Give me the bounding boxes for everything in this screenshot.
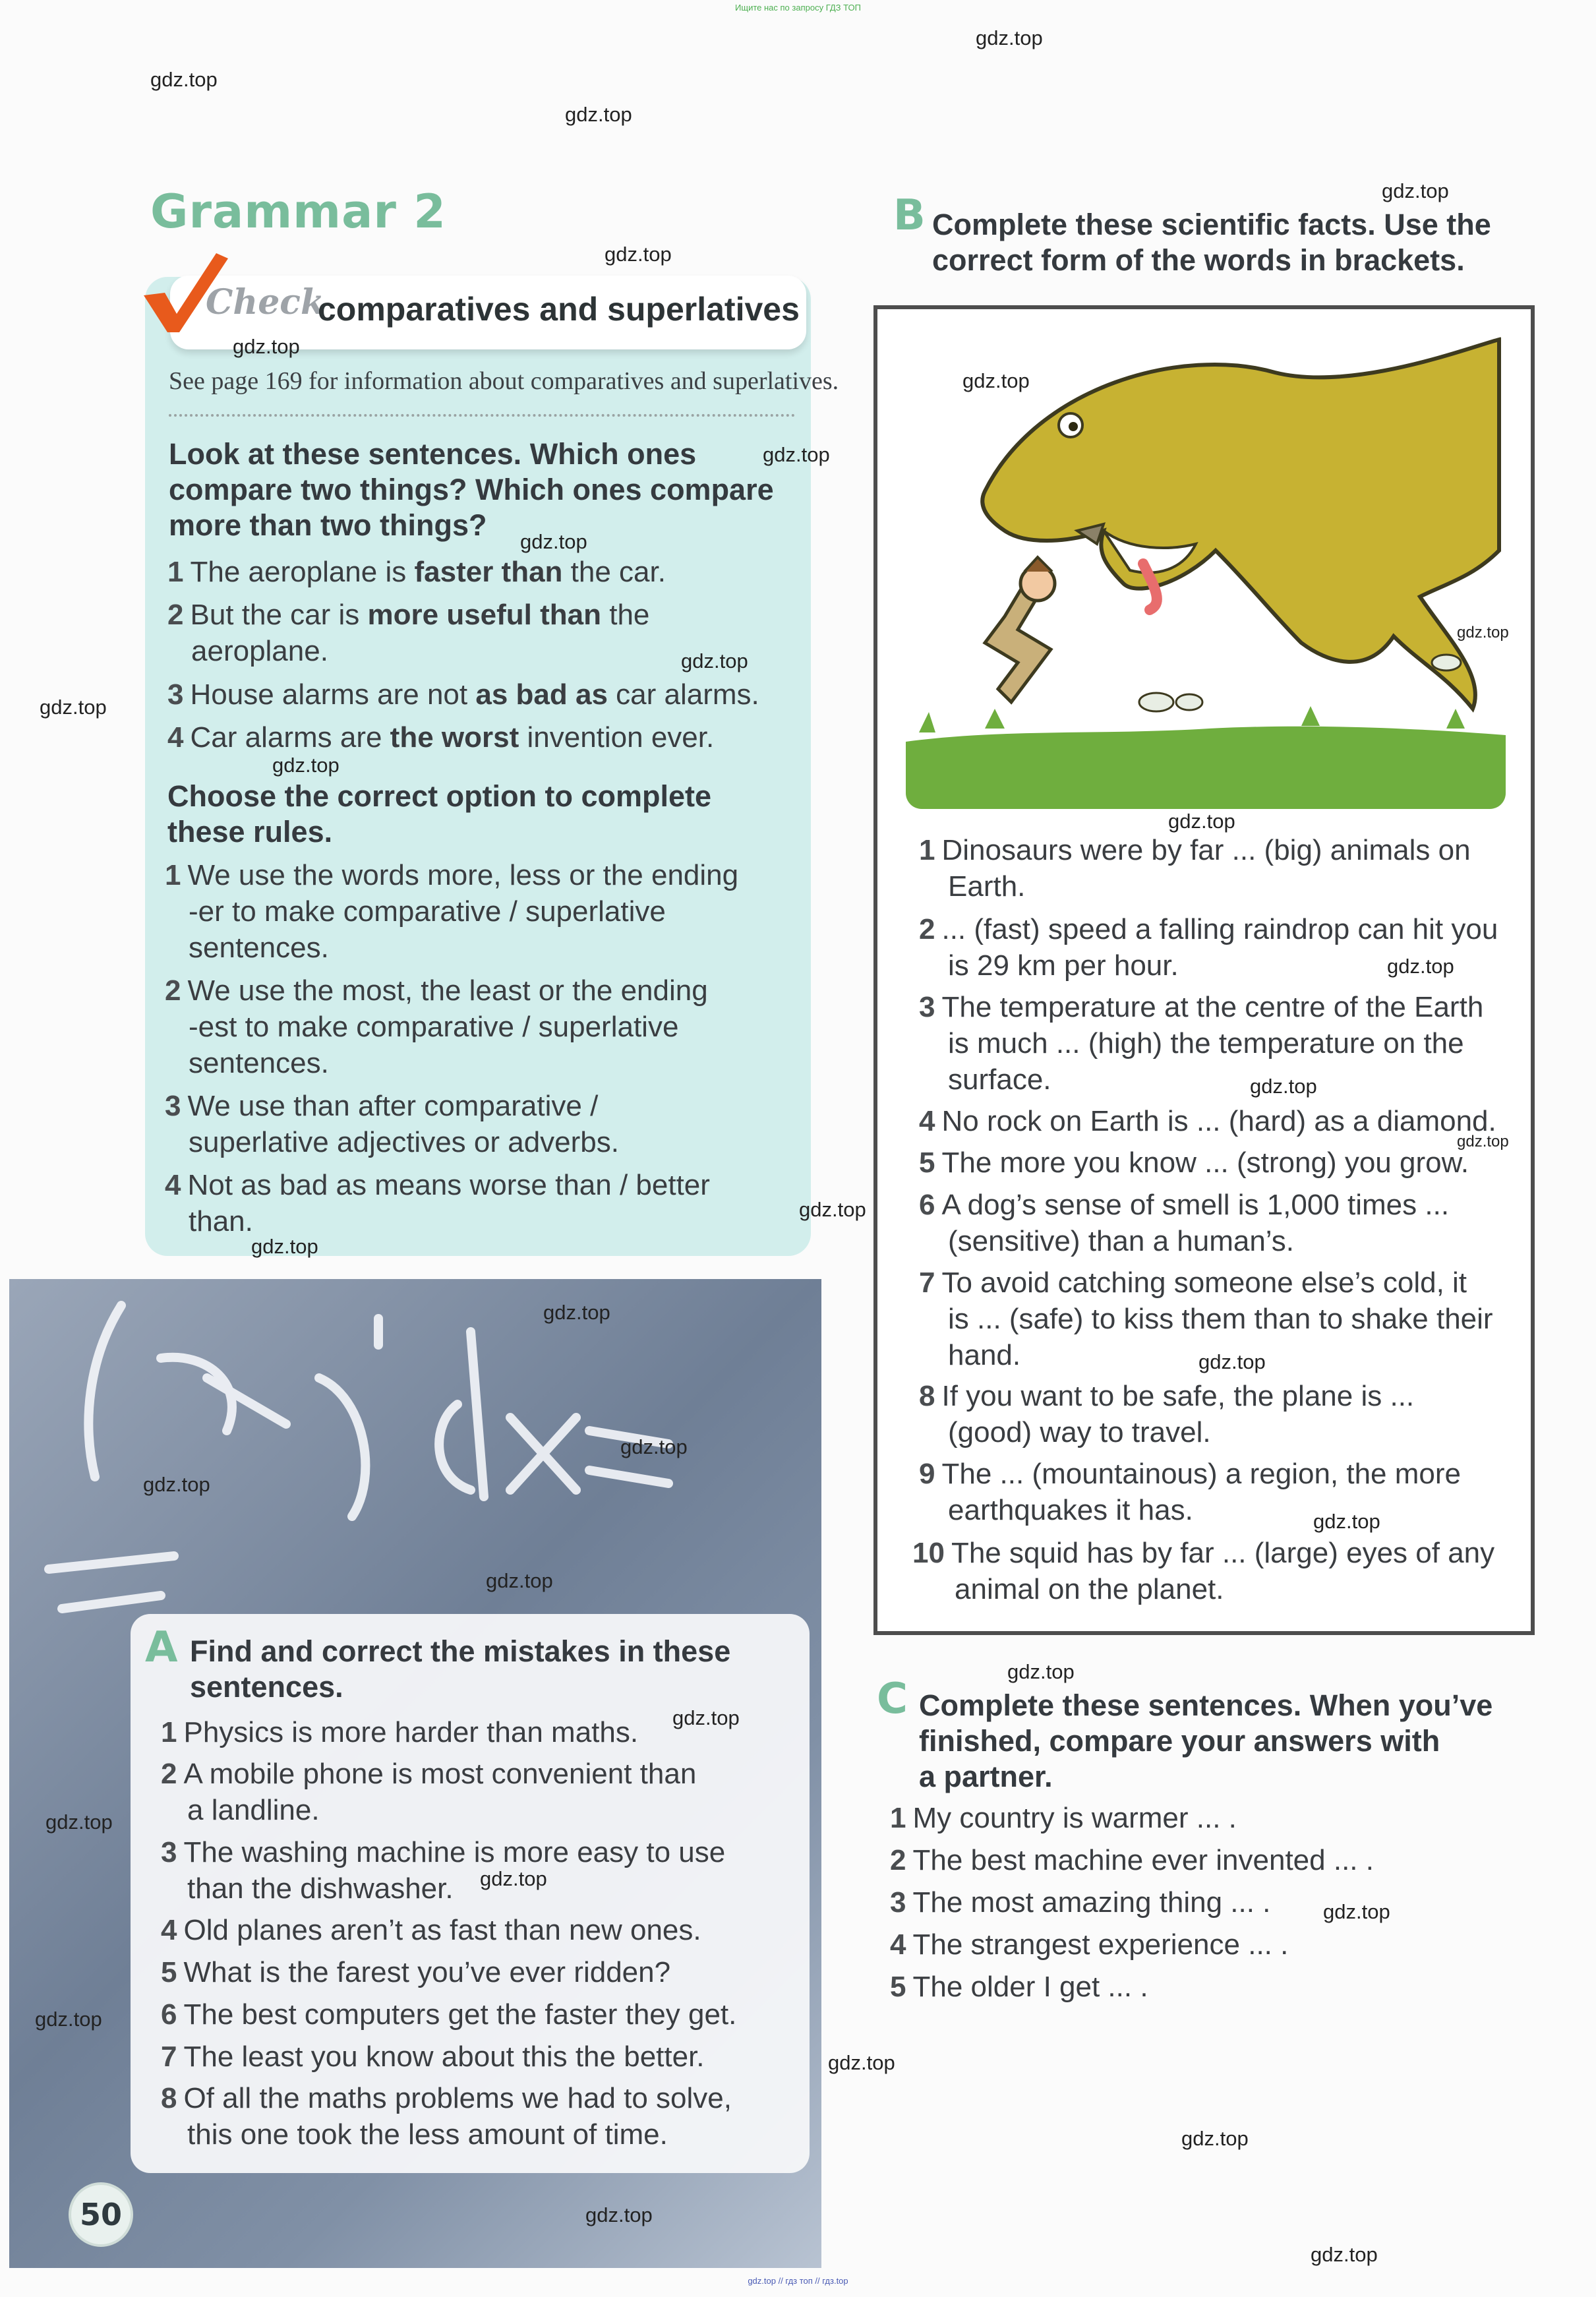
watermark: gdz.top	[233, 335, 300, 358]
item-text: ... (fast) speed a falling raindrop can hit you	[941, 913, 1498, 945]
watermark: gdz.top	[1387, 955, 1454, 978]
item-number: 1	[167, 556, 184, 588]
c-title-line: a partner.	[919, 1760, 1053, 1793]
sentence-text: car alarms.	[607, 678, 759, 711]
sentence-bold: the worst	[390, 721, 519, 754]
item-number: 1	[161, 1716, 177, 1748]
watermark: gdz.top	[272, 754, 340, 777]
exercise-b-item	[919, 1145, 1469, 1181]
sentence-text: House alarms are not	[190, 678, 476, 711]
item-text: Dinosaurs were by far ... (big) animals on	[941, 834, 1471, 866]
item-text: earthquakes it has.	[948, 1494, 1193, 1526]
watermark: gdz.top	[1313, 1510, 1380, 1533]
item-number: 7	[919, 1267, 935, 1299]
item-text: is ... (safe) to kiss them than to shake their	[948, 1303, 1493, 1335]
exercise-a-item	[161, 1834, 725, 1907]
watermark: gdz.top	[763, 443, 830, 466]
item-text: A dog’s sense of smell is 1,000 times ...	[941, 1189, 1450, 1221]
exercise-a-item	[161, 1912, 701, 1948]
exercise-b-item	[919, 989, 1483, 1098]
item-text: The best computers get the faster they get.	[183, 1998, 737, 2031]
exercise-b-item	[919, 1103, 1496, 1139]
q2-line: Choose the correct option to complete	[167, 779, 712, 813]
check-question-2	[167, 779, 711, 850]
rule-text: We use than after comparative /	[187, 1090, 599, 1122]
item-text: a landline.	[187, 1794, 320, 1826]
top-note: Ищите нас по запросу ГДЗ ТОП	[735, 3, 861, 13]
watermark: gdz.top	[1382, 179, 1449, 202]
rule-text: than.	[189, 1205, 253, 1238]
exercise-b-item	[919, 832, 1471, 905]
q2-line: these rules.	[167, 815, 333, 849]
item-number: 9	[919, 1458, 935, 1490]
exercise-a-item	[161, 1996, 736, 2033]
rule-item	[165, 972, 708, 1081]
check-sentence	[167, 597, 649, 669]
item-text: is much ... (high) the temperature on the	[948, 1027, 1464, 1059]
item-number: 10	[912, 1537, 945, 1569]
rule-text: sentences.	[189, 1047, 329, 1079]
sentence-text: the	[601, 599, 650, 631]
sentence-text: invention ever.	[519, 721, 715, 754]
rule-item	[165, 1088, 619, 1160]
watermark: gdz.top	[799, 1198, 866, 1221]
bottom-note: gdz.top // гдз топ // гдз.top	[748, 2276, 848, 2286]
item-number: 1	[919, 834, 935, 866]
watermark: gdz.top	[1168, 810, 1235, 833]
item-text: The temperature at the centre of the Earth	[941, 991, 1484, 1023]
item-number: 5	[890, 1971, 906, 2003]
item-number: 8	[161, 2082, 177, 2114]
page-number: 50	[69, 2182, 133, 2247]
b-title-line: correct form of the words in brackets.	[932, 243, 1465, 277]
watermark: gdz.top	[251, 1235, 318, 1258]
page-heading: Grammar 2	[150, 185, 446, 239]
watermark: gdz.top	[480, 1867, 547, 1890]
exercise-c-letter: C	[877, 1675, 908, 1723]
item-text: Physics is more harder than maths.	[183, 1716, 639, 1748]
watermark: gdz.top	[40, 696, 107, 719]
watermark: gdz.top	[1198, 1350, 1266, 1373]
exercise-c-item	[890, 1884, 1270, 1921]
rule-item	[165, 1167, 710, 1239]
item-text: What is the farest you’ve ever ridden?	[183, 1956, 671, 1988]
item-number: 3	[919, 991, 935, 1023]
item-text: My country is warmer ... .	[912, 1802, 1237, 1834]
watermark: gdz.top	[585, 2203, 653, 2226]
sentence-text: But the car is	[190, 599, 368, 631]
q1-line: compare two things? Which ones compare	[169, 473, 774, 506]
rule-text: -er to make comparative / superlative	[189, 895, 666, 928]
sentence-text: The aeroplane is	[190, 556, 415, 588]
exercise-a-item	[161, 2080, 732, 2153]
sentence-bold: as bad as	[475, 678, 608, 711]
q1-line: Look at these sentences. Which ones	[169, 437, 697, 471]
exercise-a-item	[161, 2039, 705, 2075]
item-number: 3	[890, 1886, 906, 1919]
exercise-b-item	[919, 1378, 1414, 1450]
dinosaur-cartoon	[906, 333, 1506, 809]
item-number: 4	[161, 1914, 177, 1946]
item-text: than the dishwasher.	[187, 1872, 454, 1905]
check-title: comparatives and superlatives	[318, 291, 800, 328]
item-text: Of all the maths problems we had to solve,	[183, 2082, 732, 2114]
watermark: gdz.top	[681, 649, 748, 672]
sentence-text: Car alarms are	[190, 721, 390, 754]
watermark: gdz.top	[828, 2051, 895, 2074]
item-text: The older I get ... .	[912, 1971, 1148, 2003]
watermark: gdz.top	[150, 68, 218, 91]
item-number: 4	[167, 721, 184, 754]
rule-text: sentences.	[189, 932, 329, 964]
exercise-b-item	[919, 1187, 1449, 1259]
watermark: gdz.top	[143, 1473, 210, 1496]
see-page-note: See page 169 for information about comparatives and superlatives.	[169, 367, 839, 395]
watermark: gdz.top	[672, 1706, 740, 1729]
a-title-line: sentences.	[190, 1670, 343, 1704]
item-number: 2	[890, 1844, 906, 1876]
watermark: gdz.top	[486, 1569, 553, 1592]
rule-item	[165, 857, 738, 966]
q1-line: more than two things?	[169, 508, 487, 542]
c-title-line: Complete these sentences. When you’ve	[919, 1688, 1493, 1722]
rule-text: superlative adjectives or adverbs.	[189, 1126, 619, 1158]
item-text: The ... (mountainous) a region, the more	[941, 1458, 1461, 1490]
exercise-a-letter: A	[145, 1623, 178, 1672]
exercise-b-item	[912, 1535, 1494, 1607]
watermark: gdz.top	[565, 103, 632, 126]
item-text: The more you know ... (strong) you grow.	[941, 1147, 1469, 1179]
item-text: The washing machine is more easy to use	[183, 1836, 726, 1868]
item-text: The strangest experience ... .	[912, 1928, 1289, 1961]
exercise-c-title	[919, 1688, 1493, 1795]
check-sentence	[167, 554, 666, 590]
watermark: gdz.top	[1181, 2127, 1249, 2150]
exercise-c-item	[890, 1842, 1374, 1878]
watermark: gdz.top	[1457, 1133, 1509, 1150]
item-text: No rock on Earth is ... (hard) as a diamond.	[941, 1105, 1496, 1137]
watermark: gdz.top	[1323, 1900, 1390, 1923]
item-number: 3	[161, 1836, 177, 1868]
item-text: animal on the planet.	[955, 1573, 1224, 1605]
check-word: Check	[206, 282, 324, 322]
exercise-a-title	[190, 1634, 730, 1705]
item-number: 5	[161, 1956, 177, 1988]
c-title-line: finished, compare your answers with	[919, 1724, 1440, 1758]
item-number: 7	[161, 2041, 177, 2073]
dotted-divider	[169, 414, 795, 417]
exercise-b-title	[932, 207, 1491, 278]
item-text: The squid has by far ... (large) eyes of any	[951, 1537, 1495, 1569]
watermark: gdz.top	[976, 26, 1043, 49]
a-title-line: Find and correct the mistakes in these	[190, 1634, 731, 1668]
watermark: gdz.top	[620, 1435, 688, 1458]
item-text: Earth.	[948, 870, 1026, 903]
item-number: 6	[161, 1998, 177, 2031]
sentence-text: the car.	[562, 556, 666, 588]
item-number: 4	[919, 1105, 935, 1137]
item-number: 2	[919, 913, 935, 945]
item-text: If you want to be safe, the plane is ...	[941, 1380, 1415, 1412]
watermark: gdz.top	[520, 530, 587, 553]
dinosaur-chasing-man-icon	[906, 333, 1506, 809]
item-text: A mobile phone is most convenient than	[183, 1758, 697, 1790]
rule-text: -est to make comparative / superlative	[189, 1011, 679, 1043]
exercise-a-item	[161, 1714, 638, 1750]
item-number: 6	[919, 1189, 935, 1221]
watermark: gdz.top	[35, 2008, 102, 2031]
item-number: 1	[165, 859, 181, 891]
watermark: gdz.top	[1250, 1075, 1317, 1098]
watermark: gdz.top	[1007, 1660, 1075, 1683]
exercise-a-item	[161, 1756, 696, 1828]
exercise-a-item	[161, 1954, 670, 1990]
rule-text: We use the words more, less or the ending	[187, 859, 739, 891]
item-number: 2	[161, 1758, 177, 1790]
item-text: is 29 km per hour.	[948, 949, 1179, 982]
item-text: Old planes aren’t as fast than new ones.	[183, 1914, 701, 1946]
item-number: 1	[890, 1802, 906, 1834]
rule-text: We use the most, the least or the ending	[187, 974, 708, 1007]
sentence-text: aeroplane.	[191, 635, 328, 667]
item-number: 4	[165, 1169, 181, 1201]
item-text: this one took the less amount of time.	[187, 2118, 668, 2151]
item-text: To avoid catching someone else’s cold, it	[941, 1267, 1467, 1299]
watermark: gdz.top	[1311, 2243, 1378, 2266]
item-number: 3	[165, 1090, 181, 1122]
item-text: The best machine ever invented ... .	[912, 1844, 1374, 1876]
item-number: 4	[890, 1928, 906, 1961]
item-text: (good) way to travel.	[948, 1416, 1211, 1448]
exercise-c-item	[890, 1800, 1237, 1836]
item-number: 2	[165, 974, 181, 1007]
check-question-1	[169, 436, 774, 543]
sentence-bold: more useful than	[367, 599, 601, 631]
b-title-line: Complete these scientific facts. Use the	[932, 208, 1491, 241]
item-number: 5	[919, 1147, 935, 1179]
watermark: gdz.top	[543, 1301, 610, 1324]
watermark: gdz.top	[1457, 624, 1509, 641]
sentence-bold: faster than	[414, 556, 563, 588]
watermark: gdz.top	[962, 369, 1030, 392]
item-text: The least you know about this the better.	[183, 2041, 705, 2073]
exercise-c-item	[890, 1926, 1288, 1963]
watermark: gdz.top	[45, 1810, 113, 1834]
item-number: 3	[167, 678, 184, 711]
item-text: surface.	[948, 1063, 1051, 1096]
exercise-b-letter: B	[893, 191, 926, 240]
check-sentence	[167, 719, 714, 756]
item-text: hand.	[948, 1339, 1021, 1371]
item-number: 8	[919, 1380, 935, 1412]
check-sentence	[167, 676, 759, 713]
item-text: (sensitive) than a human’s.	[948, 1225, 1295, 1257]
exercise-c-item	[890, 1969, 1148, 2005]
rule-text: Not as bad as means worse than / better	[187, 1169, 710, 1201]
item-text: The most amazing thing ... .	[912, 1886, 1271, 1919]
item-number: 2	[167, 599, 184, 631]
watermark: gdz.top	[605, 243, 672, 266]
